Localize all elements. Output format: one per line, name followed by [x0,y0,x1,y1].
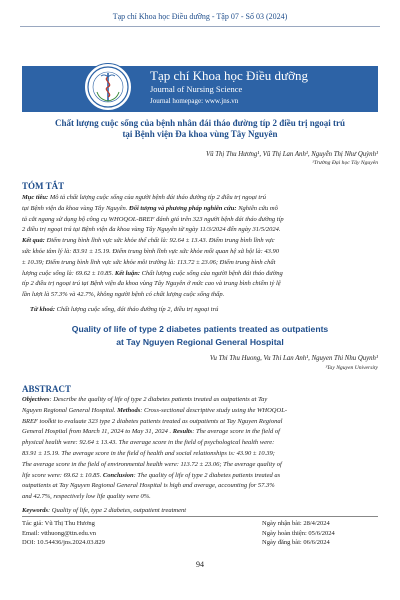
text: General Hospital from March 11, 2024 to May 31, 2024 . [22,428,173,436]
label: Mục tiêu: [22,194,49,201]
dates-block [262,519,335,548]
corresponding-author: Tác giả: Vũ Thị Thu Hương [22,520,95,527]
abstract-vietnamese [22,193,378,301]
label: Objectives [22,396,50,403]
label: Kết luận: [114,269,141,277]
text: life score were: 69.62 ± 10.85. [22,471,103,479]
text: Nguyen Regional General Hospital. [22,406,118,414]
label: Methods [117,406,141,414]
label: Từ khoá: [30,306,56,313]
text: : Describe the quality of life of type 2 diabetes patients treated as outpatients at Tay [49,396,268,403]
text: physical health were: 92.64 ± 13.43. The average score in the field of psychological health were: [22,439,275,447]
journal-homepage: Journal homepage: www.jns.vn [150,97,239,105]
author-list: Vũ Thị Thu Hương¹, Vũ Thị Lan Anh¹, Nguyễn Thị Như Quỳnh¹ [205,151,378,158]
text: 83.91 ± 15.19. The average score in the field of health and social relationships is: 43.90 ± 10.39; [22,449,275,457]
footer-divider [22,516,378,517]
text: 2 điều trị ngoại trú tại Bệnh viện đa khoa vùng Tây Nguyên từ ngày 11/3/2024 đến ngày 31/5/2024. [22,226,281,234]
article-title-english [40,323,360,348]
text: ± 10.39; Điểm trung bình lĩnh vực sức khỏe môi trường là: 113.72 ± 23.06; Điểm trung bình chất [22,258,276,266]
label: Đối tượng và phương pháp nghiên cứu: [129,204,237,212]
page-number: 94 [196,560,204,569]
text: : The average score in the field of [192,428,280,436]
text: lần lượt là 57.3% và 42.7%, không người bệnh có chất lượng cuộc sống thấp. [22,291,225,299]
article-title-vietnamese [30,118,370,140]
label: Conclusion [102,471,134,479]
text: : Quality of life, type 2 diabetes, outpatient treatment [48,507,187,514]
text: BREF toolkit to evaluate 323 type 2 diabetes patients treated as outpatients at Tay Nguyen Regional [22,417,283,425]
text: lượng cuộc sống là: 69.62 ± 10.85. [22,269,115,277]
text: Nghiên cứu mô [236,204,278,212]
title-line: tại Bệnh viện Đa khoa vùng Tây Nguyên [122,129,278,139]
keywords-english [22,507,372,514]
abstract-heading-english: ABSTRACT [22,384,72,394]
journal-name-english: Journal of Nursing Science [150,84,243,94]
label: Kết quả: [22,237,45,245]
abstract-heading: TÓM TẮT [22,181,65,191]
keywords-vietnamese [30,306,380,313]
title-line: Chất lượng cuộc sống của bệnh nhân đái tháo đường típ 2 điều trị ngoại trú [54,118,346,128]
author-list-english: Vu Thi Thu Huong, Vu Thi Lan Anh¹, Nguyen Thi Nhu Quynh¹ [209,355,378,362]
text: Điểm trung bình lĩnh vực sức khỏe thể chất là: 92.64 ± 13.43. Điểm trung bình lĩnh vực [44,237,275,245]
label: Keywords [22,507,48,514]
correspondence-block [22,519,105,548]
journal-logo-icon [84,63,132,111]
author-affiliation-english: ¹Tay Nguyen University [325,365,378,371]
author-affiliation: ¹Trường Đại học Tây Nguyên [312,160,378,166]
journal-name: Tạp chí Khoa học Điều dưỡng [150,68,308,83]
text: and 42.7%, respectively low life quality were 0%. [22,493,151,501]
date-revised: Ngày hoàn thiện: 05/6/2024 [262,529,335,537]
label: Results [172,428,193,436]
date-published: Ngày đăng bài: 06/6/2024 [262,539,330,546]
abstract-english [22,395,378,503]
text: : Cross-sectional descriptive study using the WHOQOL- [140,406,287,414]
text: Chất lượng cuộc sống của người bệnh đái tháo đường [140,269,283,277]
text: típ 2 điều trị ngoại trú tại Bệnh viện đa khoa vùng Tây Nguyên ở mức cao và trung bình chiếm tỷ lệ [22,280,281,288]
text: outpatients at Tay Nguyen Regional General Hospital is high and average, accounting for 57.3% [22,482,275,490]
text: tả cắt ngang sử dụng bộ công cụ WHOQOL-BREF đánh giá trên 323 người bệnh đái tháo đường típ [22,215,284,223]
text: sức khỏe tâm lý là: 83.91 ± 15.19. Điểm trung bình lĩnh vực sức khỏe mối quan hệ xã hội là: 43.90 [22,247,280,255]
text: The average score in the field of environmental health were: 113.72 ± 23.06; The average quality of [22,460,282,468]
title-line: at Tay Nguyen Regional General Hospital [116,336,284,347]
author-email: Email: vtthuong@ttn.edu.vn [22,529,97,537]
running-head: Tạp chí Khoa học Điều dưỡng - Tập 07 - Số 03 (2024) [112,12,288,21]
text: : The quality of life of type 2 diabetes patients treated as [133,471,281,479]
text: Mô tả chất lượng cuộc sống của người bệnh đái tháo đường típ 2 điều trị ngoại trú [48,194,267,201]
date-received: Ngày nhận bài: 28/4/2024 [262,520,330,527]
text: Chất lượng cuộc sống, đái tháo đường típ 2, điều trị ngoại trú [55,306,219,313]
text: tại Bệnh viện đa khoa vùng Tây Nguyên. [22,204,130,212]
header-divider [20,26,380,27]
title-line: Quality of life of type 2 diabetes patients treated as outpatients [71,324,329,334]
doi: DOI: 10.54436/jns.2024.03.829 [22,539,105,546]
